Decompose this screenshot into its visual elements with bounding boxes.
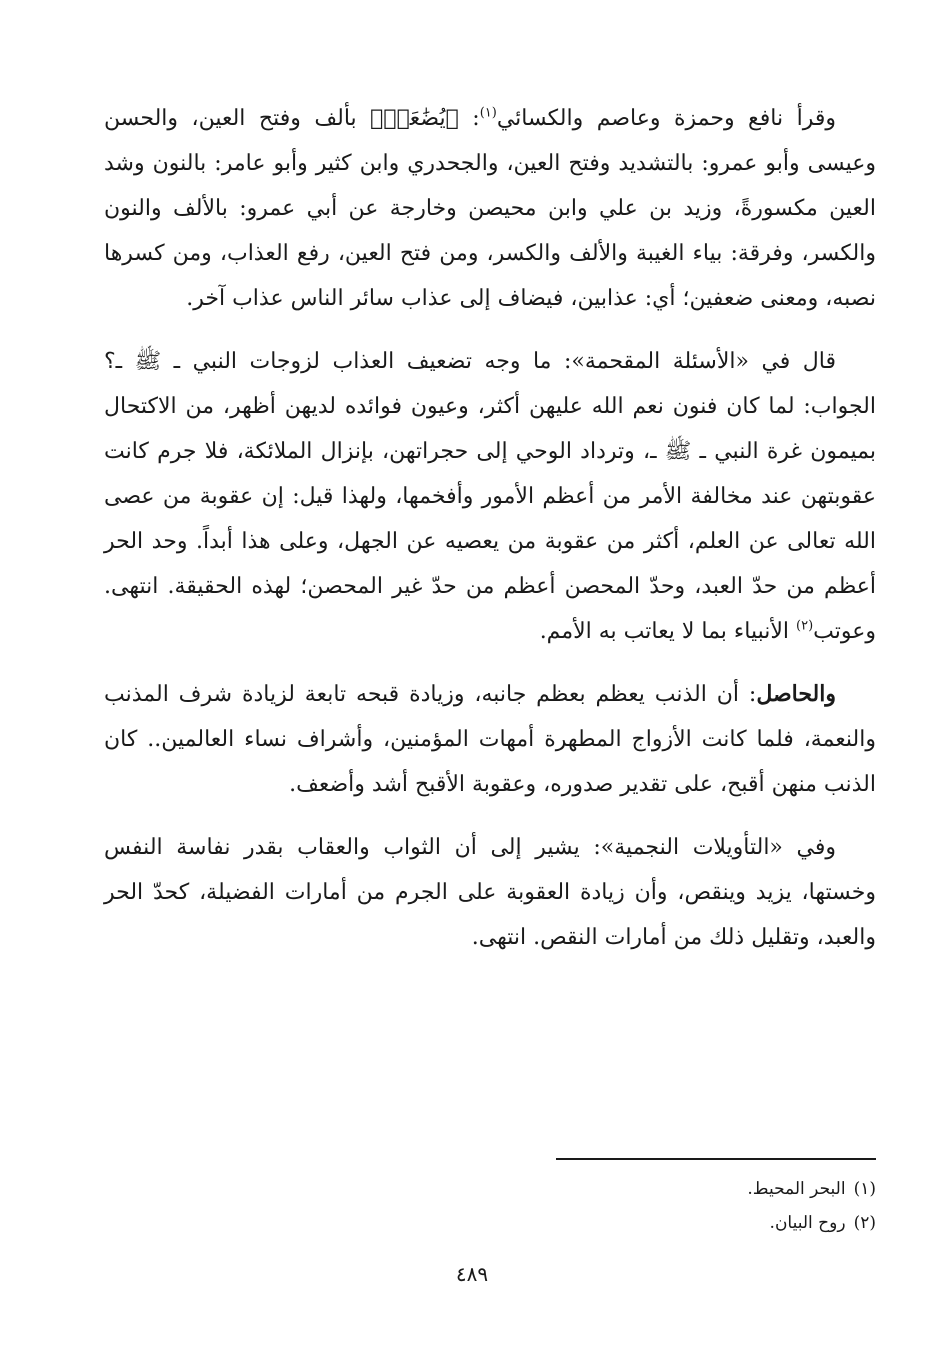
page-number: ٤٨٩ — [455, 1262, 489, 1286]
text-segment: وقرأ نافع وحمزة وعاصم والكسائي — [496, 106, 836, 131]
footnote-1 — [556, 1172, 876, 1206]
footnote-ref-1: (١) — [479, 105, 497, 121]
paragraph-3 — [104, 672, 876, 807]
footnote-text: روح البيان. — [769, 1213, 846, 1233]
text-segment: وفي «التأويلات النجمية»: يشير إلى أن الثواب والعقاب بقدر نفاسة النفس وخستها، يزيد وينقص، وأن زيادة العقوبة على الجرم من أمارات الفضيلة، كحدّ الحر والعبد، وتقليل ذلك من أمارات النقص. انتهى. — [104, 835, 876, 950]
footnote-separator — [556, 1158, 876, 1160]
footnote-ref-2: (٢) — [796, 618, 814, 634]
footnote-number: (٢) — [853, 1213, 876, 1233]
text-segment: قال في «الأسئلة المقحمة»: ما وجه تضعيف العذاب لزوجات النبي ـ ﷺ ـ؟ الجواب: لما كان فنون نعم الله عليهن أكثر، وعيون فوائده لديهن أظهر، من الاكتحال بميمون غرة النبي ـ ﷺ ـ، وترداد الوحي إلى حجراتهن، بإنزال الملائكة، فلا جرم كانت عقوبتهن عند مخالفة الأمر من أعظم الأمور وأفخمها، ولهذا قيل: إن عقوبة من عصى الله تعالى عن العلم، أكثر من عقوبة من يعصيه عن الجهل، وعلى هذا أبداً. وحد الحر أعظم من حدّ العبد، وحدّ المحصن أعظم من حدّ غير المحصن؛ لهذه الحقيقة. انتهى. وعوتب — [104, 349, 876, 644]
footnote-2 — [556, 1206, 876, 1240]
text-segment: : أن الذنب يعظم بعظم جانبه، وزيادة قبحه تابعة لزيادة شرف المذنب والنعمة، فلما كانت الأزواج المطهرة أمهات المؤمنين، وأشراف نساء العالمين.. كان الذنب منهن أقبح، على تقدير صدوره، وعقوبة الأقبح أشد وأضعف. — [104, 682, 876, 797]
main-text — [104, 96, 876, 978]
paragraph-2 — [104, 339, 876, 654]
footnote-text: البحر المحيط. — [747, 1179, 846, 1199]
text-segment: الأنبياء بما لا يعاتب به الأمم. — [539, 619, 797, 644]
paragraph-1 — [104, 96, 876, 321]
footnotes — [556, 1172, 876, 1240]
text-segment: : ﴿يُضَٰعَفۡ﴾ بألف وفتح العين، والحسن وعيسى وأبو عمرو: بالتشديد وفتح العين، والجحدري وابن كثير وأبو عامر: بالنون وشد العين مكسورةً، وزيد بن علي وابن محيصن وخارجة عن أبي عمرو: بالألف والنون والكسر، وفرقة: بياء الغيبة والألف والكسر، ومن فتح العين، رفع العذاب، ومن كسرها نصبه، ومعنى ضعفين؛ أي: عذابين، فيضاف إلى عذاب سائر الناس عذاب آخر. — [104, 106, 876, 311]
paragraph-4 — [104, 825, 876, 960]
footnote-number: (١) — [853, 1179, 876, 1199]
bold-lead-word: والحاصل — [756, 681, 836, 707]
